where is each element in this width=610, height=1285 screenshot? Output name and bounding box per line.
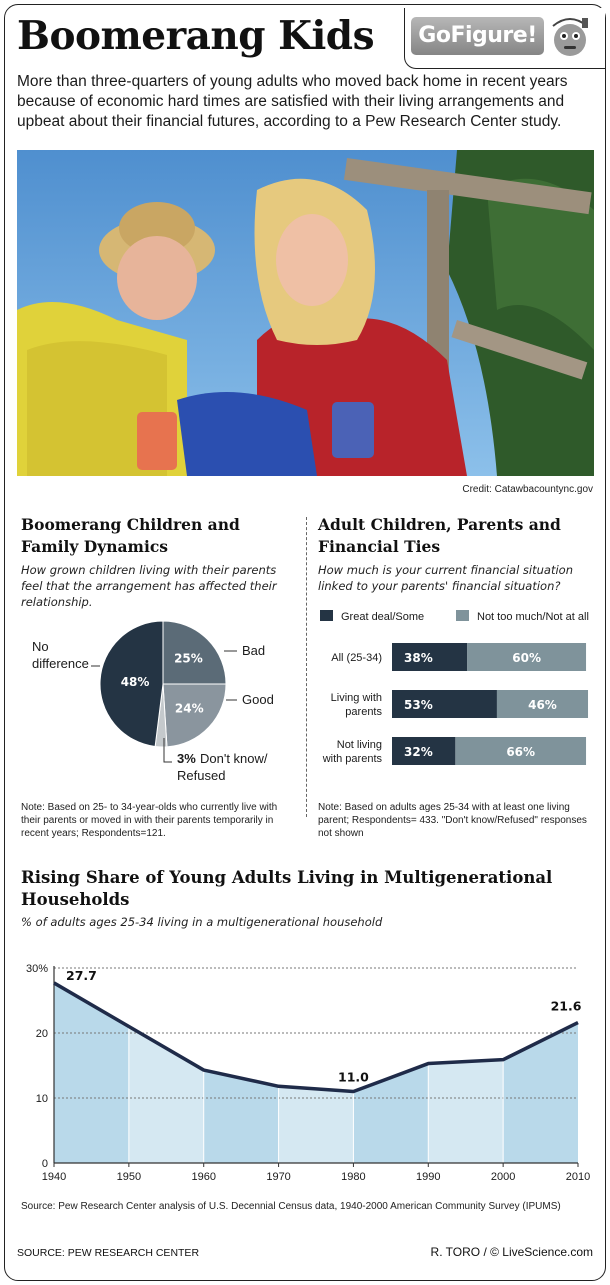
legend-great-deal: Great deal/Some (341, 611, 425, 623)
family-dynamics-title: Boomerang Children and Family Dynamics (21, 515, 240, 556)
pie-label-bad: Bad (242, 643, 266, 658)
multigenerational-subtitle: % of adults ages 25-34 living in a multigenerational household (21, 915, 383, 929)
family-dynamics-note: Note: Based on 25- to 34-year-olds who currently live with their parents or moved in with their parents temporarily in recent years; Respondents=121. (21, 802, 278, 839)
bar-row-label-0-0: All (25-34) (331, 652, 382, 664)
x-tick-5: 1990 (416, 1171, 441, 1183)
bar-row-label-1-0: Living with (330, 692, 382, 704)
area-band-5 (428, 1060, 503, 1163)
bar-row-label-1-1: parents (345, 706, 382, 718)
legend-swatch-not-much (456, 610, 469, 621)
y-tick-1: 10 (35, 1093, 48, 1105)
bar-label-2-0: 32% (404, 745, 433, 759)
page-title: Boomerang Kids (17, 13, 375, 59)
x-tick-6: 2000 (490, 1171, 516, 1183)
legend-not-much: Not too much/Not at all (477, 611, 589, 623)
bar-label-0-1: 60% (512, 651, 542, 665)
gofigure-logo: GoFigure! (411, 17, 544, 55)
pie-chart (100, 621, 226, 747)
legend-swatch-great-deal (320, 610, 333, 621)
y-tick-2: 20 (35, 1028, 48, 1040)
point-label-1980: 11.0 (338, 1069, 369, 1085)
x-tick-0: 1940 (41, 1171, 67, 1183)
bar-label-1-1: 46% (528, 698, 557, 712)
x-tick-4: 1980 (341, 1171, 366, 1183)
pie-label-dk-1: Don't know/ (200, 751, 268, 766)
pie-value-1: 25% (174, 651, 203, 666)
bar-row-label-2-1: with parents (322, 753, 382, 765)
pie-value-0: 48% (120, 675, 150, 690)
chart-source-note: Source: Pew Research Center analysis of U.S. Decennial Census data, 1940-2000 American Community Survey (IPUMS) (21, 1201, 561, 1212)
x-tick-2: 1960 (191, 1171, 216, 1183)
financial-ties-note: Note: Based on adults ages 25-34 with at least one living parent; Respondents= 433. "Don't know/Refused" responses not shown (318, 802, 587, 839)
stacked-bar-chart (322, 643, 588, 765)
pie-label-dk-pct: 3% (177, 751, 196, 766)
point-label-1940: 27.7 (66, 967, 97, 983)
pie-label-no-difference-1: No (32, 639, 49, 654)
pie-label-no-difference-2: difference (32, 656, 89, 671)
area-chart (26, 963, 590, 1183)
footer-credit: R. TORO / © LiveScience.com (430, 1245, 593, 1259)
bar-label-1-0: 53% (404, 698, 433, 712)
footer-source: SOURCE: PEW RESEARCH CENTER (17, 1247, 200, 1259)
bar-label-0-0: 38% (404, 651, 433, 665)
area-band-6 (503, 1023, 578, 1163)
x-tick-1: 1950 (116, 1171, 142, 1183)
financial-ties-subtitle: How much is your current financial situation linked to your parents' financial situation? (318, 563, 573, 593)
pie-label-good: Good (242, 692, 274, 707)
multigenerational-title: Rising Share of Young Adults Living in Multigenerational Households (21, 868, 553, 909)
pie-label-dk-2: Refused (177, 768, 226, 783)
financial-ties-title: Adult Children, Parents and Financial Ties (318, 515, 561, 556)
y-tick-3: 30% (25, 963, 48, 975)
bar-row-label-2-0: Not living (336, 739, 382, 751)
point-label-2010: 21.6 (550, 998, 582, 1014)
x-tick-3: 1970 (266, 1171, 291, 1183)
intro-text: More than three-quarters of young adults who moved back home in recent years because of economic hard times are satisfied with their living arrangements and upbeat about their financial futures, according to a Pew Research Center study. (17, 73, 568, 130)
bar-label-2-1: 66% (506, 745, 536, 759)
y-tick-0: 0 (41, 1158, 48, 1170)
family-dynamics-subtitle: How grown children living with their parents feel that the arrangement has affected their relationship. (21, 563, 277, 609)
photo-credit: Credit: Catawbacountync.gov (462, 484, 593, 495)
area-band-0 (54, 983, 129, 1163)
x-tick-7: 2010 (565, 1171, 591, 1183)
pie-value-2: 24% (174, 701, 204, 716)
